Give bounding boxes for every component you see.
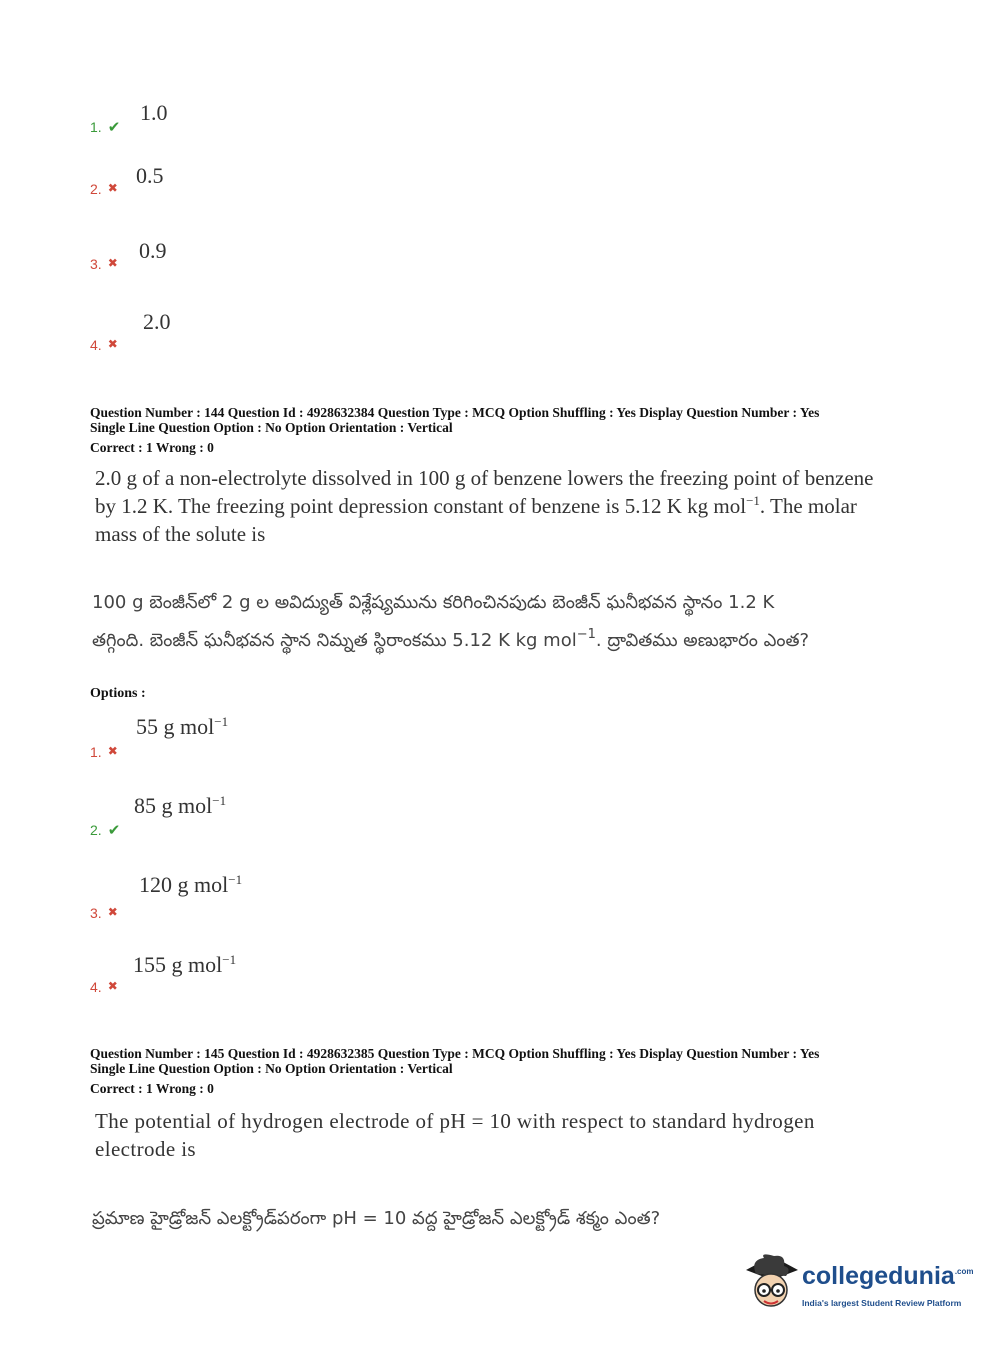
check-icon: ✔ — [107, 822, 121, 839]
prev-option-1 — [90, 100, 290, 136]
text-line — [92, 622, 902, 660]
option-value: 0.5 — [136, 163, 164, 188]
option-number: 2. ✖ — [90, 181, 118, 197]
option-number: 4. ✖ — [90, 337, 118, 353]
option-2 — [90, 793, 390, 839]
text-span: . ద్రావితము అణుభారం ఎంత? — [595, 630, 810, 651]
option-number: 3. ✖ — [90, 905, 118, 921]
logo-tagline: India's largest Student Review Platform — [802, 1298, 962, 1308]
option-value: 120 g mol$^{-1}$ — [139, 872, 243, 897]
cross-icon: ✖ — [107, 181, 118, 195]
collegedunia-logo — [742, 1250, 972, 1314]
cross-icon: ✖ — [107, 256, 118, 270]
prev-option-2 — [90, 163, 290, 199]
option-number: 2. ✔ — [90, 822, 121, 839]
option-number: 3. ✖ — [90, 256, 118, 272]
meta-line: Single Line Question Option : No Option Orientation : Vertical — [90, 420, 453, 435]
prev-option-4 — [90, 309, 290, 355]
text-span: తగ్గింది. బెంజీన్ ఘనీభవన స్థాన నిమ్నత స్థిరాంకము 5.12 K kg mol — [92, 630, 577, 651]
question-meta — [90, 405, 910, 455]
meta-line: Single Line Question Option : No Option Orientation : Vertical — [90, 1061, 453, 1076]
option-number: 1. ✖ — [90, 744, 118, 760]
question-text-telugu — [92, 584, 902, 660]
text-span: by 1.2 K. The freezing point depression constant of benzene is 5.12 K kg mol — [95, 494, 747, 518]
check-icon: ✔ — [107, 119, 121, 136]
option-1 — [90, 714, 390, 760]
options-label: Options : — [90, 686, 146, 701]
text-line — [95, 492, 895, 520]
option-value: 1.0 — [140, 100, 168, 125]
marks-line: Correct : 1 Wrong : 0 — [90, 1081, 214, 1096]
text-line: 2.0 g of a non-electrolyte dissolved in 100 g of benzene lowers the freezing point of benzene — [95, 466, 874, 490]
superscript: −1 — [576, 627, 596, 642]
text-line: mass of the solute is — [95, 522, 266, 546]
mascot-icon — [742, 1250, 800, 1314]
meta-line: Question Number : 145 Question Id : 4928632385 Question Type : MCQ Option Shuffling : Yes Display Question Number : Yes — [90, 1046, 820, 1061]
option-value: 2.0 — [143, 309, 171, 334]
option-number: 4. ✖ — [90, 979, 118, 995]
option-4 — [90, 952, 390, 998]
option-value: 155 g mol$^{-1}$ — [133, 952, 237, 977]
logo-wordmark: collegedunia$^{.com}$ — [802, 1262, 974, 1290]
text-line: ప్రమాణ హైడ్రోజన్ ఎలక్ట్రోడ్‌పరంగా pH = 10 వద్ద హైడ్రోజన్ ఎలక్ట్రోడ్ శక్మం ఎంత? — [92, 1208, 661, 1229]
option-3 — [90, 872, 390, 921]
text-span: . The molar — [759, 494, 857, 518]
superscript: −1 — [746, 493, 760, 508]
text-line: electrode is — [95, 1137, 197, 1161]
cross-icon: ✖ — [107, 905, 118, 919]
marks-line: Correct : 1 Wrong : 0 — [90, 440, 214, 455]
option-value: 0.9 — [139, 238, 167, 263]
question-text-english — [95, 1107, 895, 1163]
question-text-english — [95, 464, 895, 548]
cross-icon: ✖ — [107, 337, 118, 351]
cross-icon: ✖ — [107, 744, 118, 758]
text-line: The potential of hydrogen electrode of pH = 10 with respect to standard hydrogen — [95, 1109, 815, 1133]
question-text-telugu — [92, 1200, 902, 1238]
prev-option-3 — [90, 238, 290, 274]
question-meta — [90, 1046, 910, 1096]
option-number: 1. ✔ — [90, 119, 121, 136]
option-value: 55 g mol$^{-1}$ — [136, 714, 229, 739]
cross-icon: ✖ — [107, 979, 118, 993]
text-line: 100 g బెంజీన్‌లో 2 g ల అవిద్యుత్ విశ్లేష్యమును కరిగించినపుడు బెంజీన్ ఘనీభవన స్థానం 1.2 K — [92, 592, 775, 613]
option-value: 85 g mol$^{-1}$ — [134, 793, 227, 818]
meta-line: Question Number : 144 Question Id : 4928632384 Question Type : MCQ Option Shuffling : Yes Display Question Number : Yes — [90, 405, 820, 420]
